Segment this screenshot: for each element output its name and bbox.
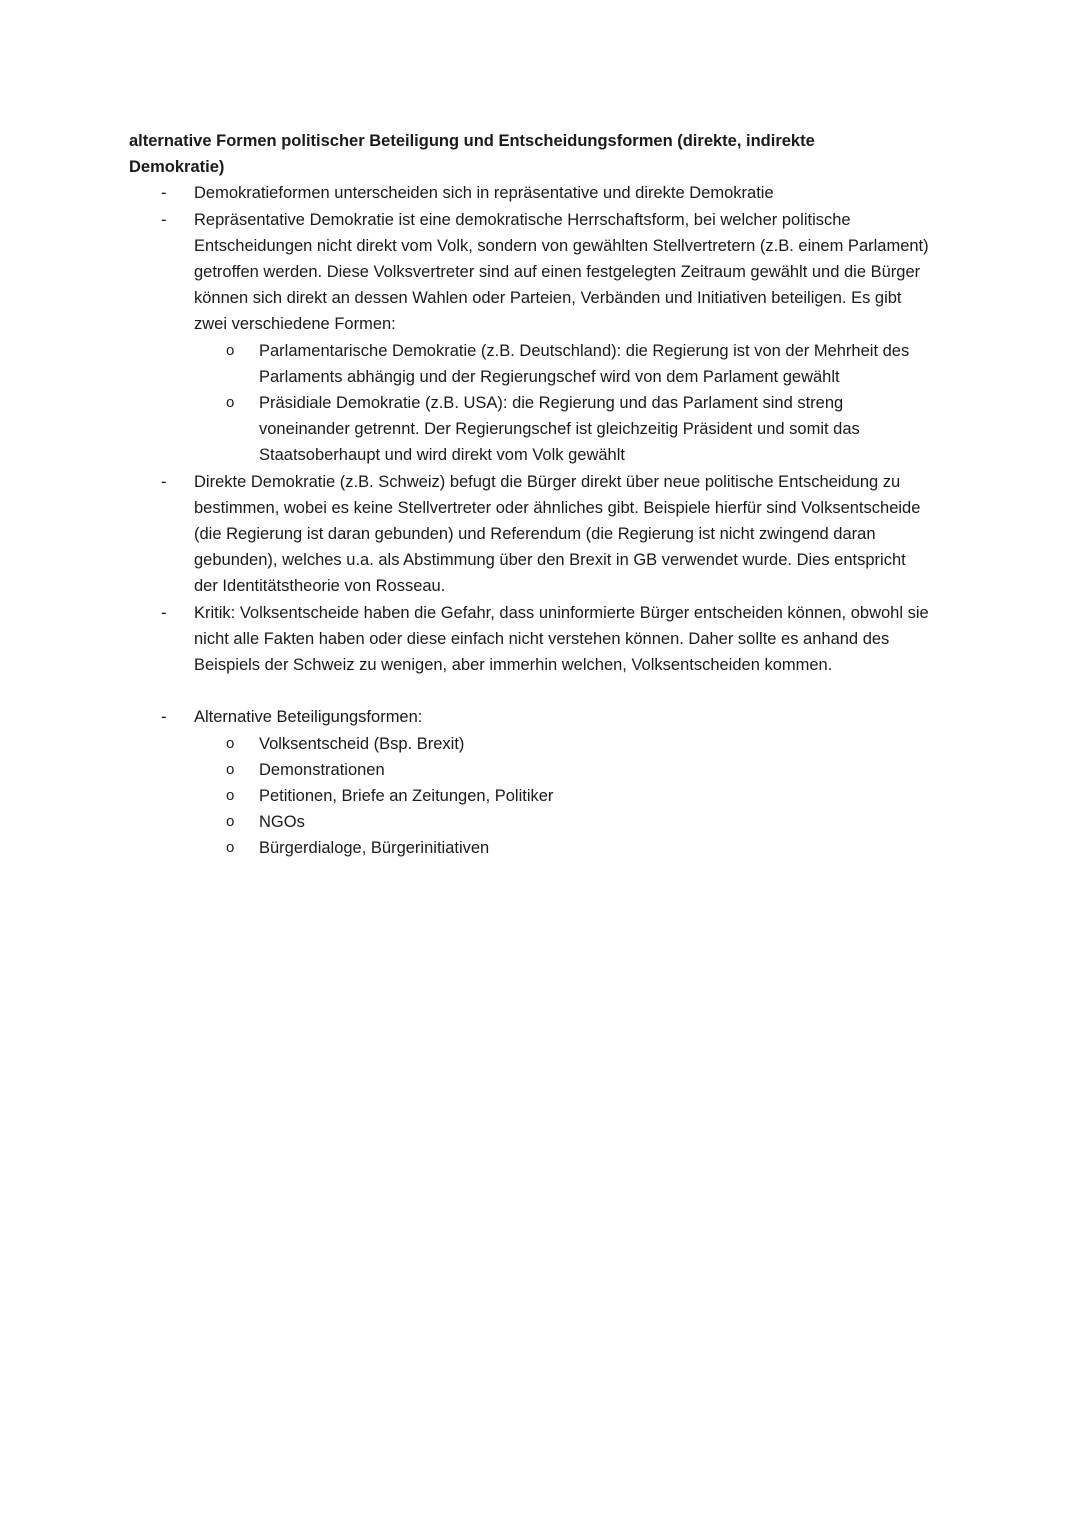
dash-bullet: - <box>161 472 167 491</box>
list-item-text: Kritik: Volksentscheide haben die Gefahr, dass uninformierte Bürger entscheiden können, obwohl sie nicht alle Fakten haben oder diese einfach nicht verstehen können. Daher sollte es anhand des Beispiels der Schweiz zu wenigen, aber immerhin welchen, Volksentscheiden kommen. <box>194 603 929 675</box>
sub-list-item <box>194 835 929 861</box>
dash-bullet: - <box>161 210 167 229</box>
sub-list-item-text: Bürgerdialoge, Bürgerinitiativen <box>259 839 490 858</box>
circle-bullet: o <box>226 813 235 831</box>
list-item-text: Alternative Beteiligungsformen: <box>194 708 423 727</box>
sub-list-item-text: Demonstrationen <box>259 760 385 779</box>
list-item <box>129 207 929 469</box>
sub-list-item <box>194 757 929 783</box>
circle-bullet: o <box>226 734 235 752</box>
document-title: alternative Formen politischer Beteiligung und Entscheidungsformen (direkte, indirekte Demokratie) <box>129 132 815 177</box>
sub-list-item <box>194 809 929 835</box>
sub-list-item-text: NGOs <box>259 813 305 832</box>
dash-bullet: - <box>161 184 167 203</box>
sub-list-item <box>194 390 929 469</box>
blank-line <box>129 678 929 704</box>
list-item <box>129 469 929 600</box>
sub-list-item <box>194 783 929 809</box>
circle-bullet: o <box>226 760 235 778</box>
circle-bullet: o <box>226 839 235 857</box>
sub-list-item-text: Petitionen, Briefe an Zeitungen, Politiker <box>259 787 554 806</box>
list-item <box>129 600 929 679</box>
circle-bullet: o <box>226 394 235 412</box>
list-item-text: Demokratieformen unterscheiden sich in repräsentative und direkte Demokratie <box>194 184 774 203</box>
list-item <box>129 180 929 206</box>
sub-list-item-text: Parlamentarische Demokratie (z.B. Deutschland): die Regierung ist von der Mehrheit des Parlaments abhängig und der Regierungschef wird von dem Parlament gewählt <box>259 341 910 386</box>
list-item <box>129 704 929 861</box>
list-item-text: Repräsentative Demokratie ist eine demokratische Herrschaftsform, bei welcher politische Entscheidungen nicht direkt vom Volk, sondern von gewählten Stellvertretern (z.B. einem Parlament) getroffen werden. Diese Volksvertreter sind auf einen festgelegten Zeitraum gewählt und die Bürger können sich direkt an dessen Wahlen oder Parteien, Verbänden und Initiativen beteiligen. Es gibt zwei verschiedene Formen: <box>194 210 929 334</box>
dash-bullet: - <box>161 603 167 622</box>
list-item-text: Direkte Demokratie (z.B. Schweiz) befugt die Bürger direkt über neue politische Entscheidung zu bestimmen, wobei es keine Stellvertreter oder ähnliches gibt. Beispiele hierfür sind Volksentscheide (die Regierung ist daran gebunden) und Referendum (die Regierung ist nicht zwingend daran gebunden), welches u.a. als Abstimmung über den Brexit in GB verwendet wurde. Dies entspricht der Identitätstheorie von Rosseau. <box>194 472 921 596</box>
circle-bullet: o <box>226 341 235 359</box>
circle-bullet: o <box>226 787 235 805</box>
dash-bullet: - <box>161 708 167 727</box>
sub-list-item <box>194 338 929 390</box>
document-page <box>129 128 929 862</box>
sub-list-item-text: Präsidiale Demokratie (z.B. USA): die Regierung und das Parlament sind streng voneinander getrennt. Der Regierungschef ist gleichzeitig Präsident und somit das Staatsoberhaupt und wird direkt vom Volk gewählt <box>259 394 860 465</box>
sub-list-item <box>194 731 929 757</box>
sub-list-item-text: Volksentscheid (Bsp. Brexit) <box>259 734 465 753</box>
